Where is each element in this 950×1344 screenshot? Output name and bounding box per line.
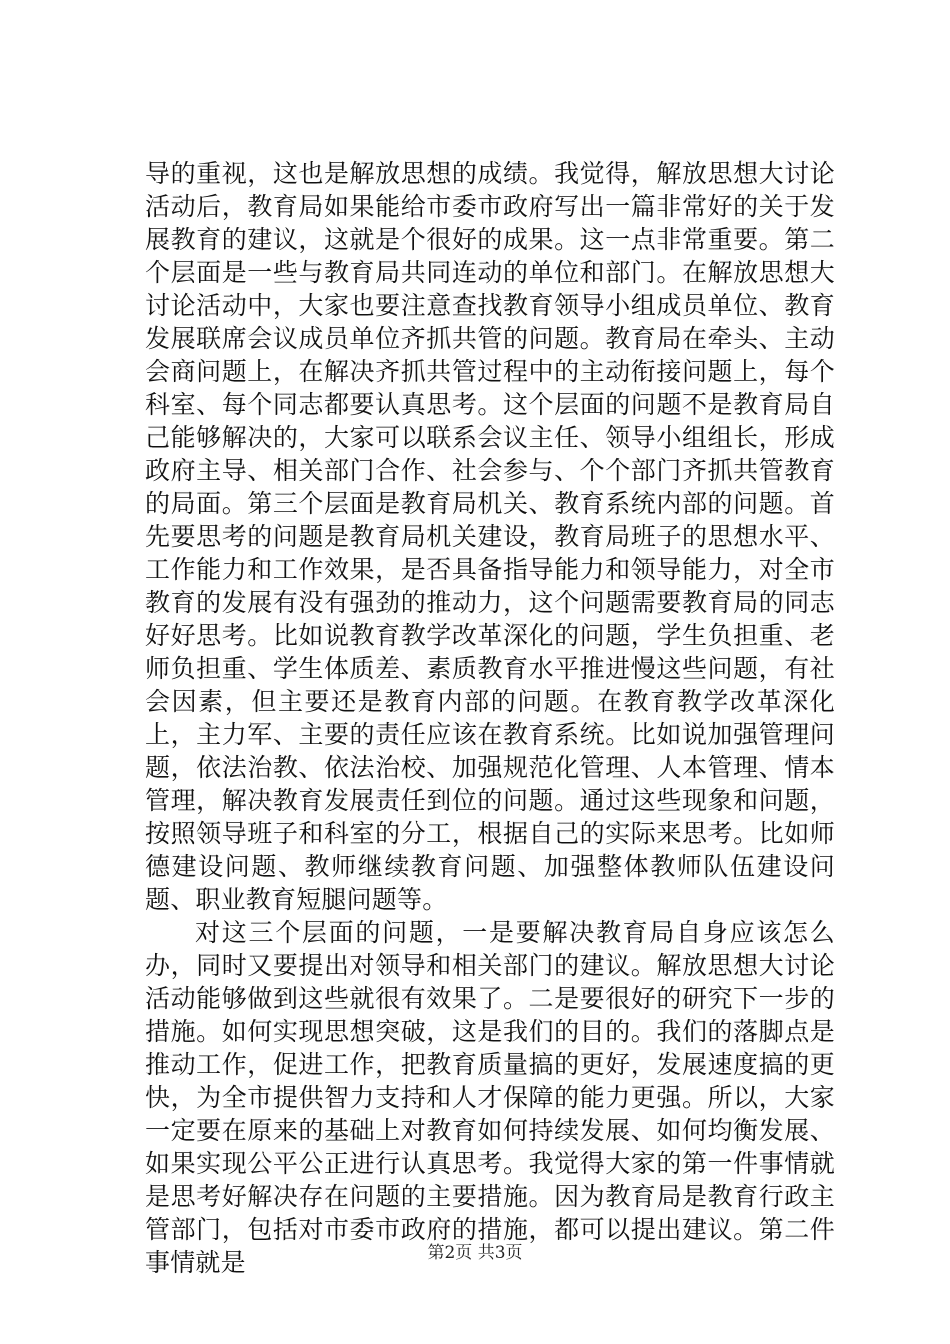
paragraph-1: 导的重视，这也是解放思想的成绩。我觉得，解放思想大讨论活动后，教育局如果能给市委市政府写出一篇非常好的关于发展教育的建议，这就是个很好的成果。这一点非常重要。第二个层面是一些与教育局共同连动的单位和部门。在解放思想大讨论活动中，大家也要注意查找教育领导小组成员单位、教育发展联席会议成员单位齐抓共管的问题。教育局在牵头、主动会商问题上，在解决齐抓共管过程中的主动衔接问题上，每个科室、每个同志都要认真思考。这个层面的问题不是教育局自己能够解决的，大家可以联系会议主任、领导小组组长，形成政府主导、相关部门合作、社会参与、个个部门齐抓共管教育的局面。第三个层面是教育局机关、教育系统内部的问题。首先要思考的问题是教育局机关建设，教育局班子的思想水平、工作能力和工作效果，是否具备指导能力和领导能力，对全市教育的发展有没有强劲的推动力，这个问题需要教育局的同志好好思考。比如说教育教学改革深化的问题，学生负担重、老师负担重、学生体质差、素质教育水平推进慢这些问题，有社会因素，但主要还是教育内部的问题。在教育教学改革深化上，主力军、主要的责任应该在教育系统。比如说加强管理问题，依法治教、依法治校、加强规范化管理、人本管理、情本管理，解决教育发展责任到位的问题。通过这些现象和问题，按照领导班子和科室的分工，根据自己的实际来思考。比如师德建设问题、教师继续教育问题、加强整体教师队伍建设问题、职业教育短腿问题等。 [145,159,835,914]
body-text [145,157,835,1279]
paragraph-2: 对这三个层面的问题，一是要解决教育局自身应该怎么办，同时又要提出对领导和相关部门的建议。解放思想大讨论活动能够做到这些就很有效果了。二是要很好的研究下一步的措施。如何实现思想突破，这是我们的目的。我们的落脚点是推动工作，促进工作，把教育质量搞的更好，发展速度搞的更快，为全市提供智力支持和人才保障的能力更强。所以，大家一定要在原来的基础上对教育如何持续发展、如何均衡发展、如果实现公平公正进行认真思考。我觉得大家的第一件事情就是思考好解决存在问题的主要措施。因为教育局是教育行政主管部门，包括对市委市政府的措施，都可以提出建议。第二件事情就是 [145,918,835,1277]
page-number-footer: 第2页 共3页 [427,1243,523,1263]
